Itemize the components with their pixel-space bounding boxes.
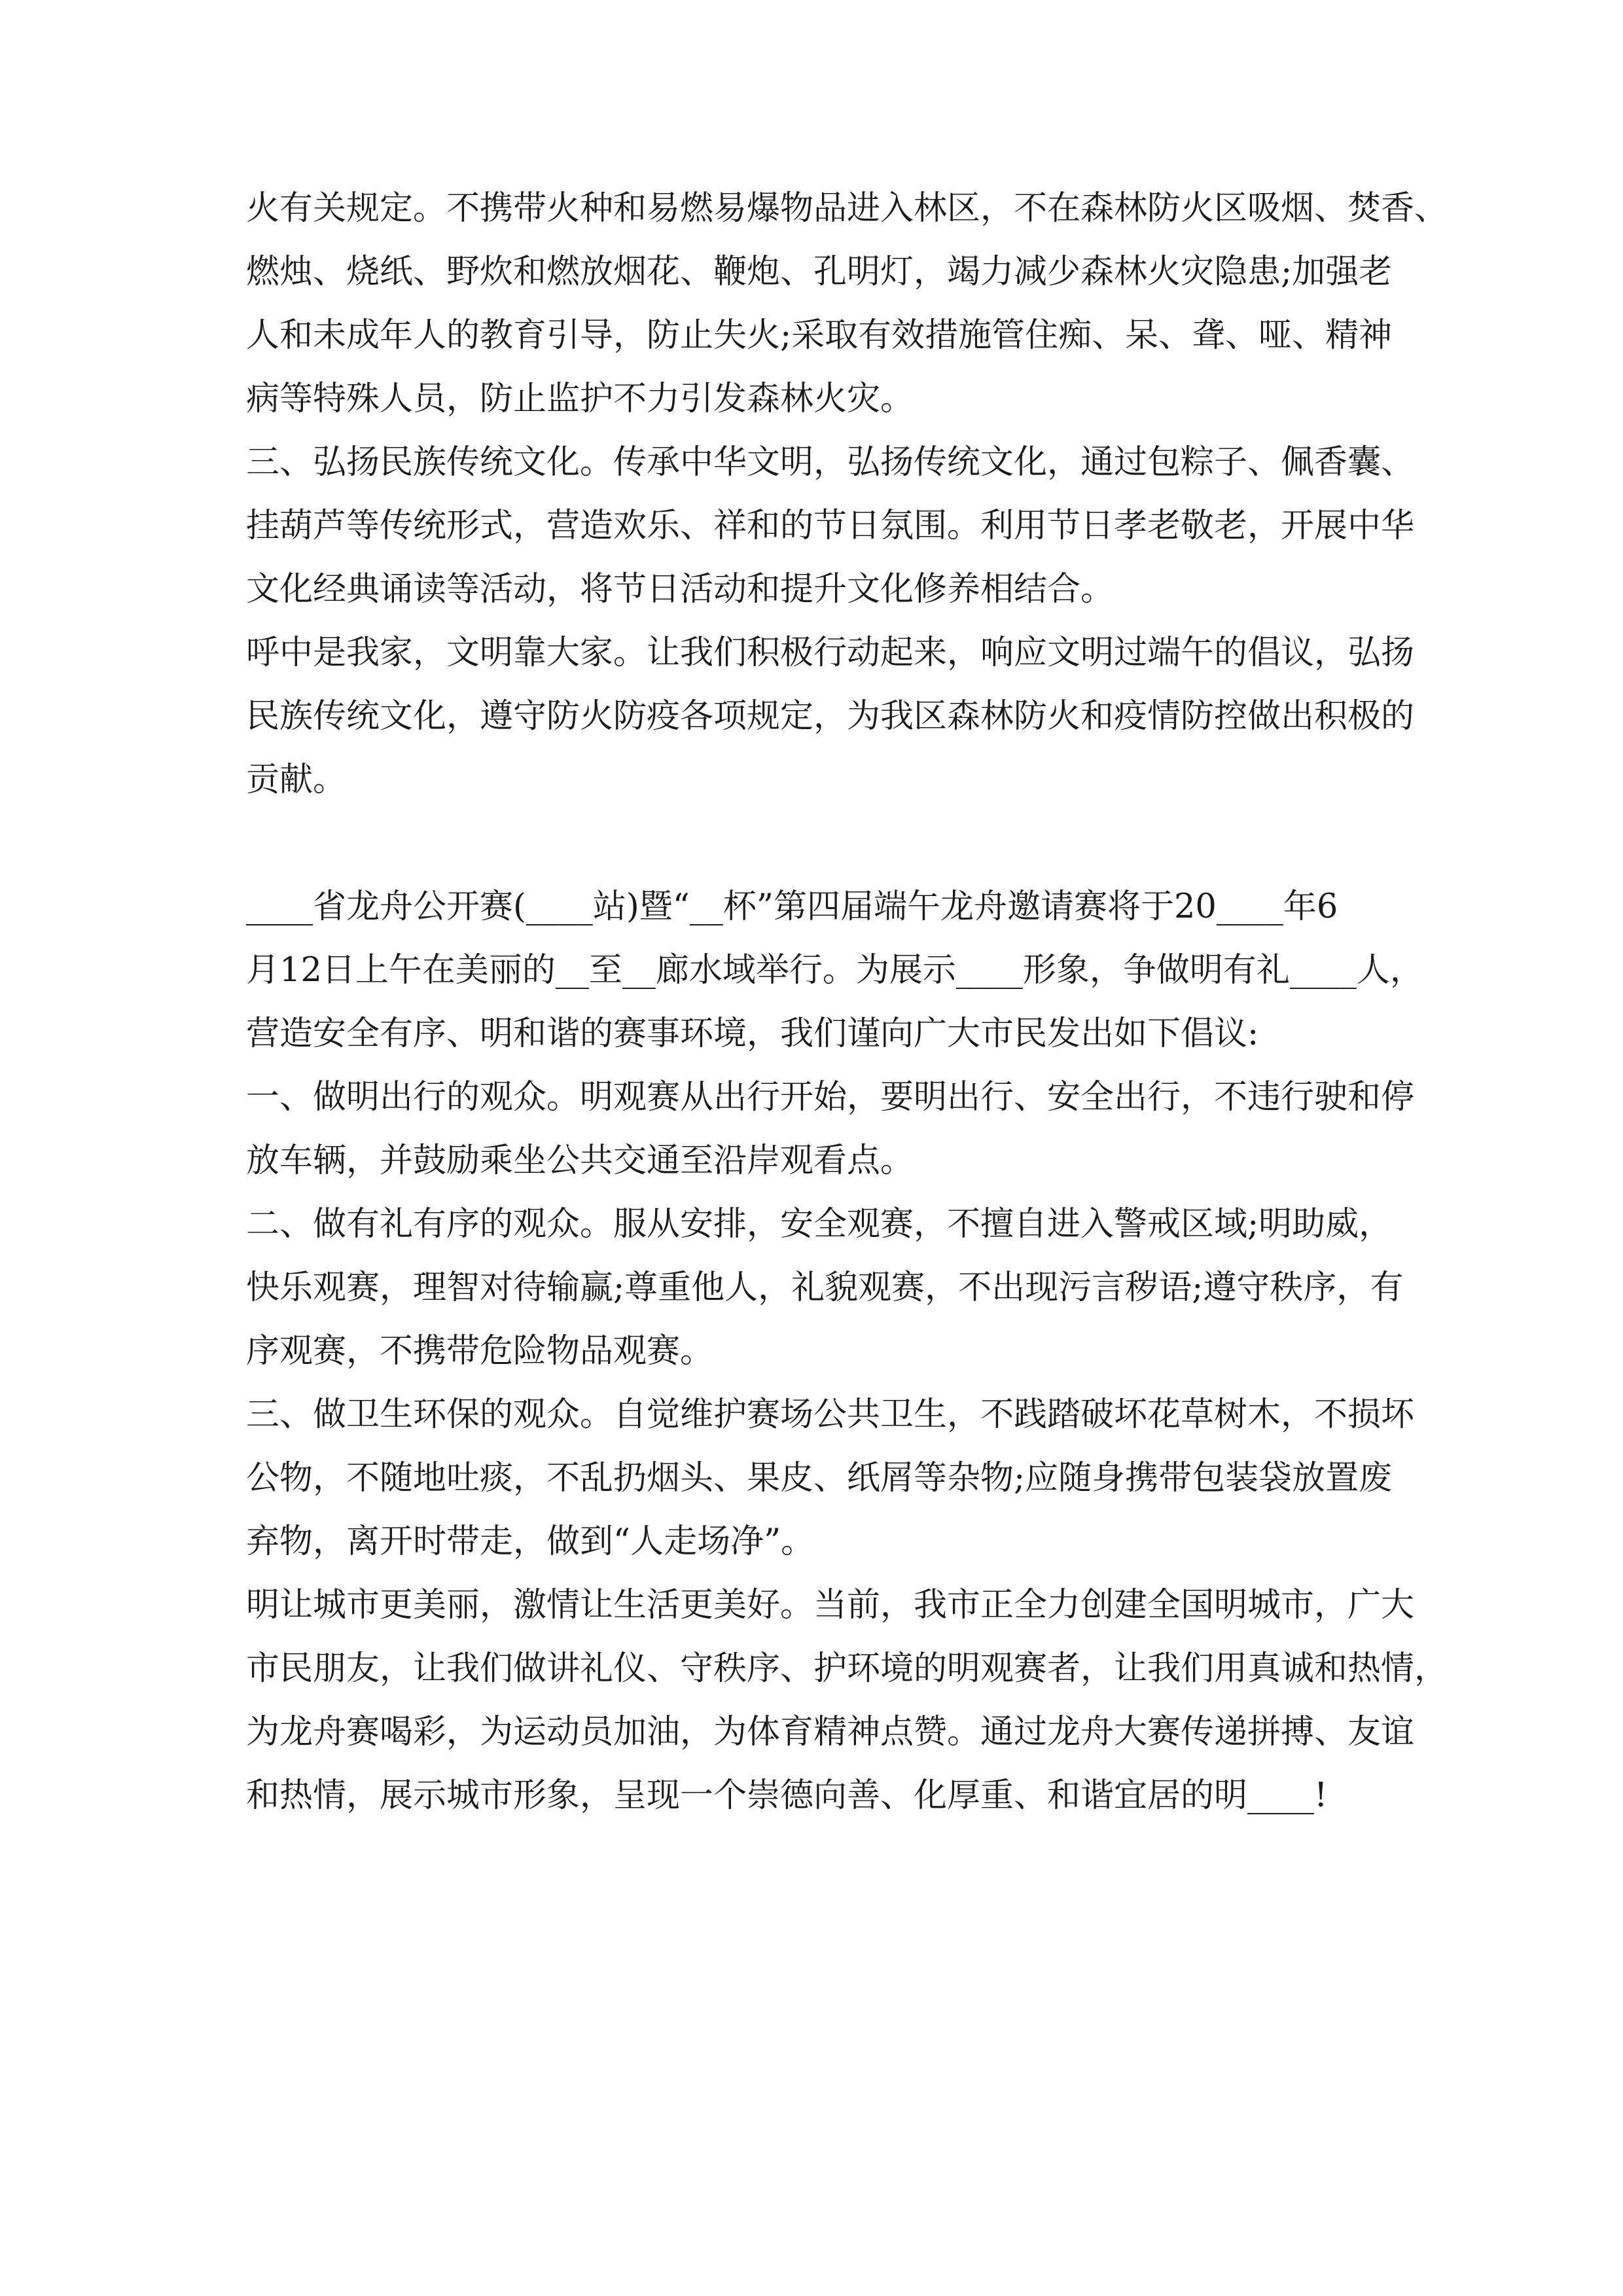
text-line: 弃物，离开时带走，做到“人走场净”。: [246, 1522, 815, 1561]
text-line: 市民朋友，让我们做讲礼仪、守秩序、护环境的明观赛者，让我们用真诚和热情，: [246, 1649, 1448, 1688]
text-line: 民族传统文化，遵守防火防疫各项规定，为我区森林防火和疫情防控做出积极的: [246, 697, 1415, 736]
text-line: 月12日上午在美丽的__至__廊水域举行。为展示____形象，争做明有礼____人，: [246, 951, 1423, 990]
text-line: 火有关规定。不携带火种和易燃易爆物品进入林区，不在森林防火区吸烟、焚香、: [246, 189, 1448, 228]
text-line: 三、做卫生环保的观众。自觉维护赛场公共卫生，不践踏破坏花草树木，不损坏: [246, 1395, 1415, 1434]
text-line: 二、做有礼有序的观众。服从安排，安全观赛，不擅自进入警戒区域;明助威，: [246, 1205, 1393, 1244]
text-line: 明让城市更美丽，激情让生活更美好。当前，我市正全力创建全国明城市，广大: [246, 1586, 1415, 1624]
text-line: 序观赛，不携带危险物品观赛。: [246, 1332, 714, 1371]
text-line: 三、弘扬民族传统文化。传承中华文明，弘扬传统文化，通过包粽子、佩香囊、: [246, 443, 1415, 482]
text-line: 贡献。: [246, 761, 347, 799]
document-body: [246, 177, 1448, 1827]
text-line: 病等特殊人员，防止监护不力引发森林火灾。: [246, 380, 914, 418]
text-line: 挂葫芦等传统形式，营造欢乐、祥和的节日氛围。利用节日孝老敬老，开展中华: [246, 507, 1415, 545]
text-line: 公物，不随地吐痰，不乱扔烟头、果皮、纸屑等杂物;应随身携带包装袋放置废: [246, 1459, 1393, 1498]
text-line: 放车辆，并鼓励乘坐公共交通至沿岸观看点。: [246, 1141, 914, 1180]
text-line: 和热情，展示城市形象，呈现一个崇德向善、化厚重、和谐宜居的明____!: [246, 1776, 1328, 1815]
text-line: 燃烛、烧纸、野炊和燃放烟花、鞭炮、孔明灯，竭力减少森林火灾隐患;加强老: [246, 253, 1393, 291]
text-line: 呼中是我家，文明靠大家。让我们积极行动起来，响应文明过端午的倡议，弘扬: [246, 634, 1415, 672]
text-line: 一、做明出行的观众。明观赛从出行开始，要明出行、安全出行，不违行驶和停: [246, 1078, 1415, 1117]
text-line: ____省龙舟公开赛(____站)暨“__杯”第四届端午龙舟邀请赛将于20____年6: [246, 888, 1338, 926]
text-line: 文化经典诵读等活动，将节日活动和提升文化修养相结合。: [246, 570, 1115, 609]
section-spacer: [246, 812, 1424, 875]
text-line: 营造安全有序、明和谐的赛事环境，我们谨向广大市民发出如下倡议:: [246, 1014, 1259, 1053]
text-line: 为龙舟赛喝彩，为运动员加油，为体育精神点赞。通过龙舟大赛传递拼搏、友谊: [246, 1713, 1415, 1751]
text-line: 快乐观赛，理智对待输赢;尊重他人，礼貌观赛，不出现污言秽语;遵守秩序，有: [246, 1268, 1404, 1307]
text-line: 人和未成年人的教育引导，防止失火;采取有效措施管住痴、呆、聋、哑、精神: [246, 316, 1393, 355]
